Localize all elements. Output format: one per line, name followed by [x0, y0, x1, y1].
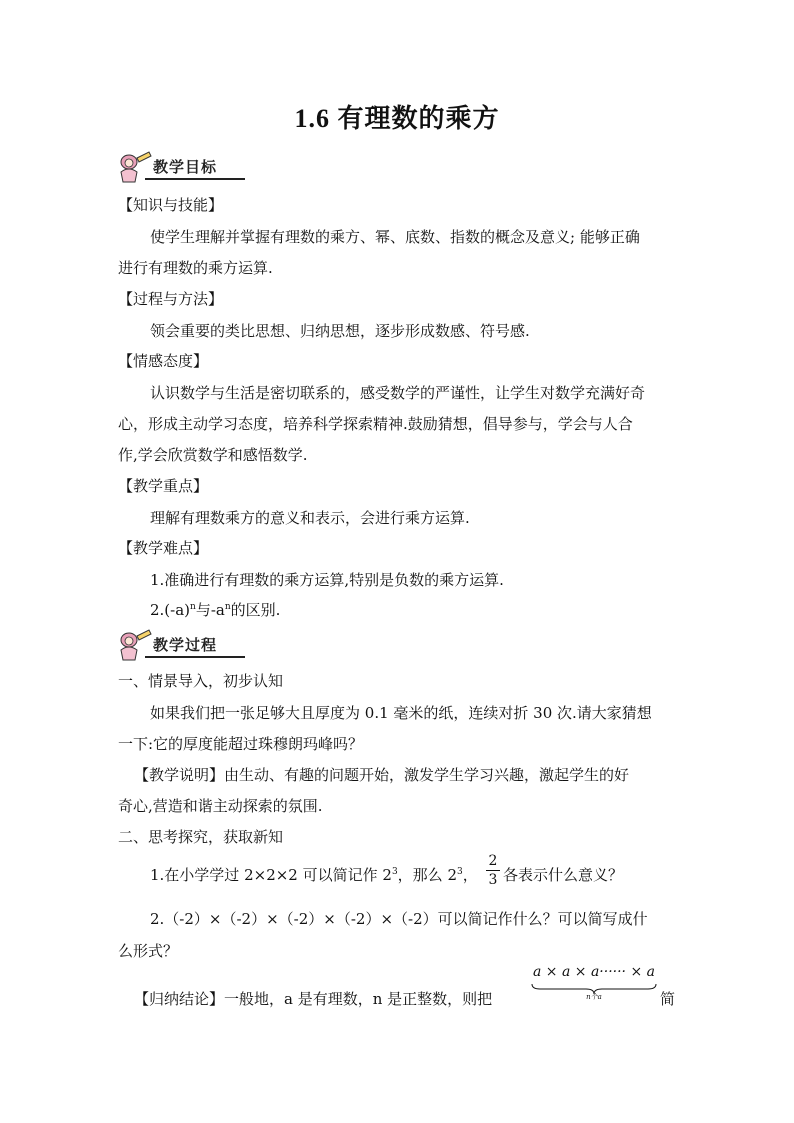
text-run: 2.(-a): [150, 601, 191, 619]
text-run: ，那么 2: [397, 866, 457, 884]
paragraph-line: 认识数学与生活是密切联系的，感受数学的严谨性，让学生对数学充满好奇: [150, 384, 646, 402]
superscript: 3: [391, 867, 398, 877]
paragraph-line: 1.准确进行有理数的乘方运算,特别是负数的乘方运算.: [150, 571, 504, 589]
heading-part2: 二、思考探究，获取新知: [118, 828, 284, 846]
heading-emotion: 【情感态度】: [118, 352, 209, 370]
section-badge-goals: [115, 150, 245, 186]
heading-method: 【过程与方法】: [118, 290, 224, 308]
question-1-end: 各表示什么意义？: [503, 866, 624, 884]
badge-label: 教学目标: [153, 158, 218, 176]
paragraph-line: 【教学说明】由生动、有趣的问题开始，激发学生学习兴趣，激起学生的好: [134, 766, 630, 784]
paragraph-line: 心，形成主动学习态度，培养科学探索精神.鼓励猜想，倡导参与，学会与人合: [118, 415, 633, 433]
conclusion-line: 【归纳结论】一般地，a 是有理数，n 是正整数，则把: [134, 990, 493, 1008]
badge-underline: [145, 178, 245, 180]
paragraph-line-power-diff: [150, 599, 280, 620]
text-run: 1.在小学学过 2×2×2 可以简记作 2: [150, 866, 392, 884]
paragraph-line: 作,学会欣赏数学和感悟数学.: [118, 446, 308, 464]
text-run: 与-a: [195, 601, 225, 619]
conclusion-line-end: 简: [660, 990, 676, 1008]
superscript: n: [224, 602, 231, 612]
heading-knowledge: 【知识与技能】: [118, 196, 224, 214]
underbrace-label: n个a: [586, 993, 602, 1001]
fraction-numerator: 2: [486, 852, 500, 871]
text-run: ，: [462, 866, 478, 884]
fraction-denominator: 3: [488, 872, 498, 888]
heading-difficulties: 【教学难点】: [118, 539, 209, 557]
badge-label: 教学过程: [153, 636, 218, 654]
fraction-two-thirds: [486, 852, 500, 889]
underbrace-expression: [530, 964, 658, 1014]
product-expression: a × a × a······ × a: [533, 964, 655, 980]
paragraph-line: 一下:它的厚度能超过珠穆朗玛峰吗？: [118, 735, 364, 753]
paragraph-line: 领会重要的类比思想、归纳思想，逐步形成数感、符号感.: [150, 322, 530, 340]
question-1: [150, 864, 478, 885]
paragraph-line: 如果我们把一张足够大且厚度为 0.1 毫米的纸，连续对折 30 次.请大家猜想: [150, 704, 652, 722]
superscript: 3: [456, 867, 463, 877]
paragraph-line: 理解有理数乘方的意义和表示，会进行乘方运算.: [150, 509, 470, 527]
question-2-line: 么形式？: [118, 942, 179, 960]
question-2-line: 2.（-2）×（-2）×（-2）×（-2）×（-2）可以简记作什么？可以简写成什: [150, 910, 648, 928]
paragraph-line: 使学生理解并掌握有理数的乘方、幂、底数、指数的概念及意义; 能够正确: [150, 228, 640, 246]
heading-part1: 一、情景导入，初步认知: [118, 672, 284, 690]
page-title: 1.6 有理数的乘方: [294, 104, 500, 133]
section-badge-process: [115, 628, 245, 664]
text-run: 的区别.: [230, 601, 281, 619]
heading-key-points: 【教学重点】: [118, 477, 209, 495]
paragraph-line: 奇心,营造和谐主动探索的氛围.: [118, 797, 323, 815]
badge-underline: [145, 656, 245, 658]
superscript: n: [190, 602, 196, 612]
paragraph-line: 进行有理数的乘方运算.: [118, 259, 273, 277]
